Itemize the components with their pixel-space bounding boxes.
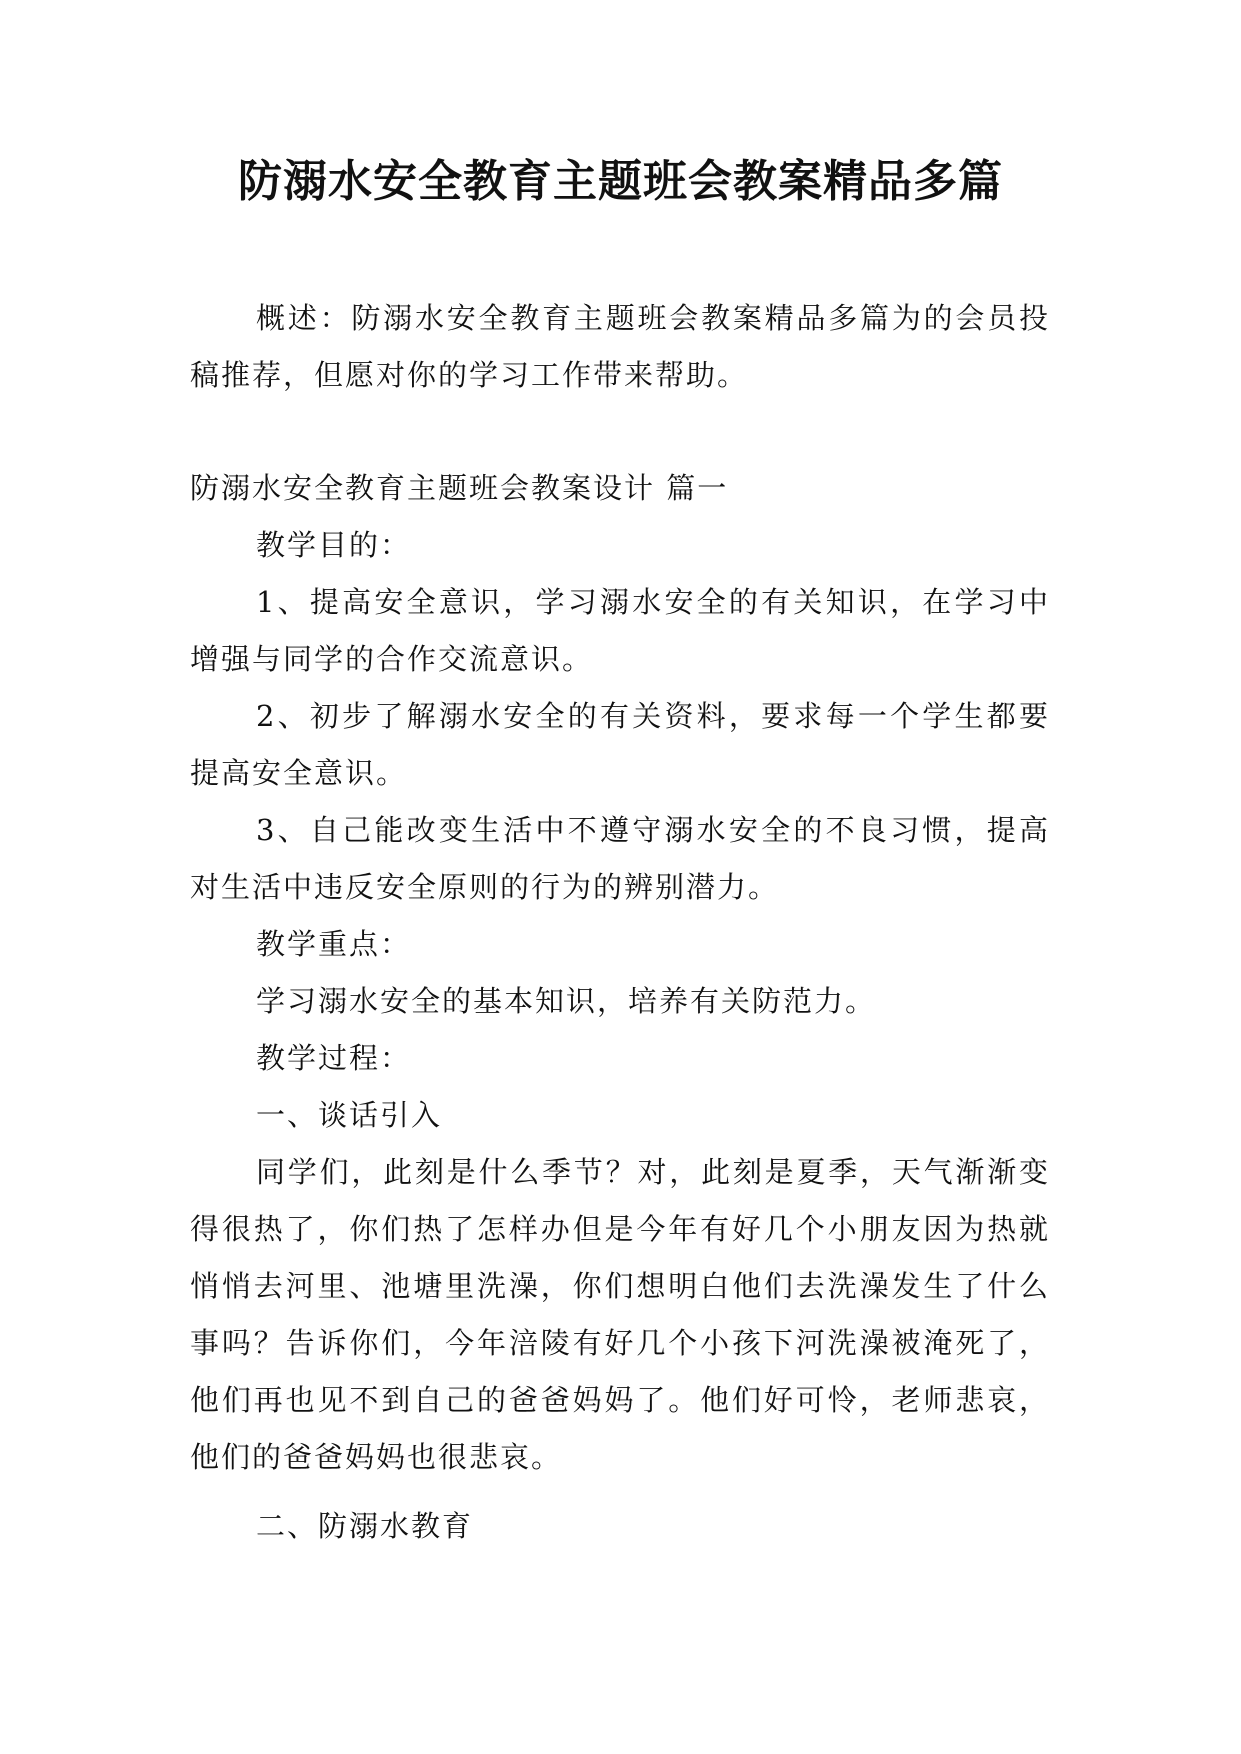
objectives-label: 教学目的： [256, 528, 412, 562]
key-points-label: 教学重点： [256, 927, 412, 961]
process-label: 教学过程： [256, 1041, 412, 1075]
key-points-text: 学习溺水安全的基本知识，培养有关防范力。 [256, 984, 877, 1018]
part-1-paragraph: 同学们，此刻是什么季节？对，此刻是夏季，天气渐渐变得很热了，你们热了怎样办但是今年有好几个小朋友因为热就悄悄去河里、池塘里洗澡，你们想明白他们去洗澡发生了什么事吗？告诉你们，今年涪陵有好几个小孩下河洗澡被淹死了，他们再也见不到自己的爸爸妈妈了。他们好可怜，老师悲哀，他们的爸爸妈妈也很悲哀。 [190, 1155, 1050, 1474]
section-heading: 防溺水安全教育主题班会教案设计 篇一 [190, 471, 729, 505]
part-1-heading: 一、谈话引入 [256, 1098, 443, 1132]
part-2-heading: 二、防溺水教育 [256, 1509, 474, 1543]
summary-paragraph: 概述：防溺水安全教育主题班会教案精品多篇为的会员投稿推荐，但愿对你的学习工作带来帮助。 [190, 301, 1050, 392]
objective-1: 1、提高安全意识，学习溺水安全的有关知识，在学习中增强与同学的合作交流意识。 [190, 585, 1050, 676]
document-title: 防溺水安全教育主题班会教案精品多篇 [238, 156, 1003, 207]
document-body [190, 290, 1050, 1555]
objective-3: 3、自己能改变生活中不遵守溺水安全的不良习惯，提高对生活中违反安全原则的行为的辨别潜力。 [190, 813, 1050, 904]
objective-2: 2、初步了解溺水安全的有关资料，要求每一个学生都要提高安全意识。 [190, 699, 1050, 790]
